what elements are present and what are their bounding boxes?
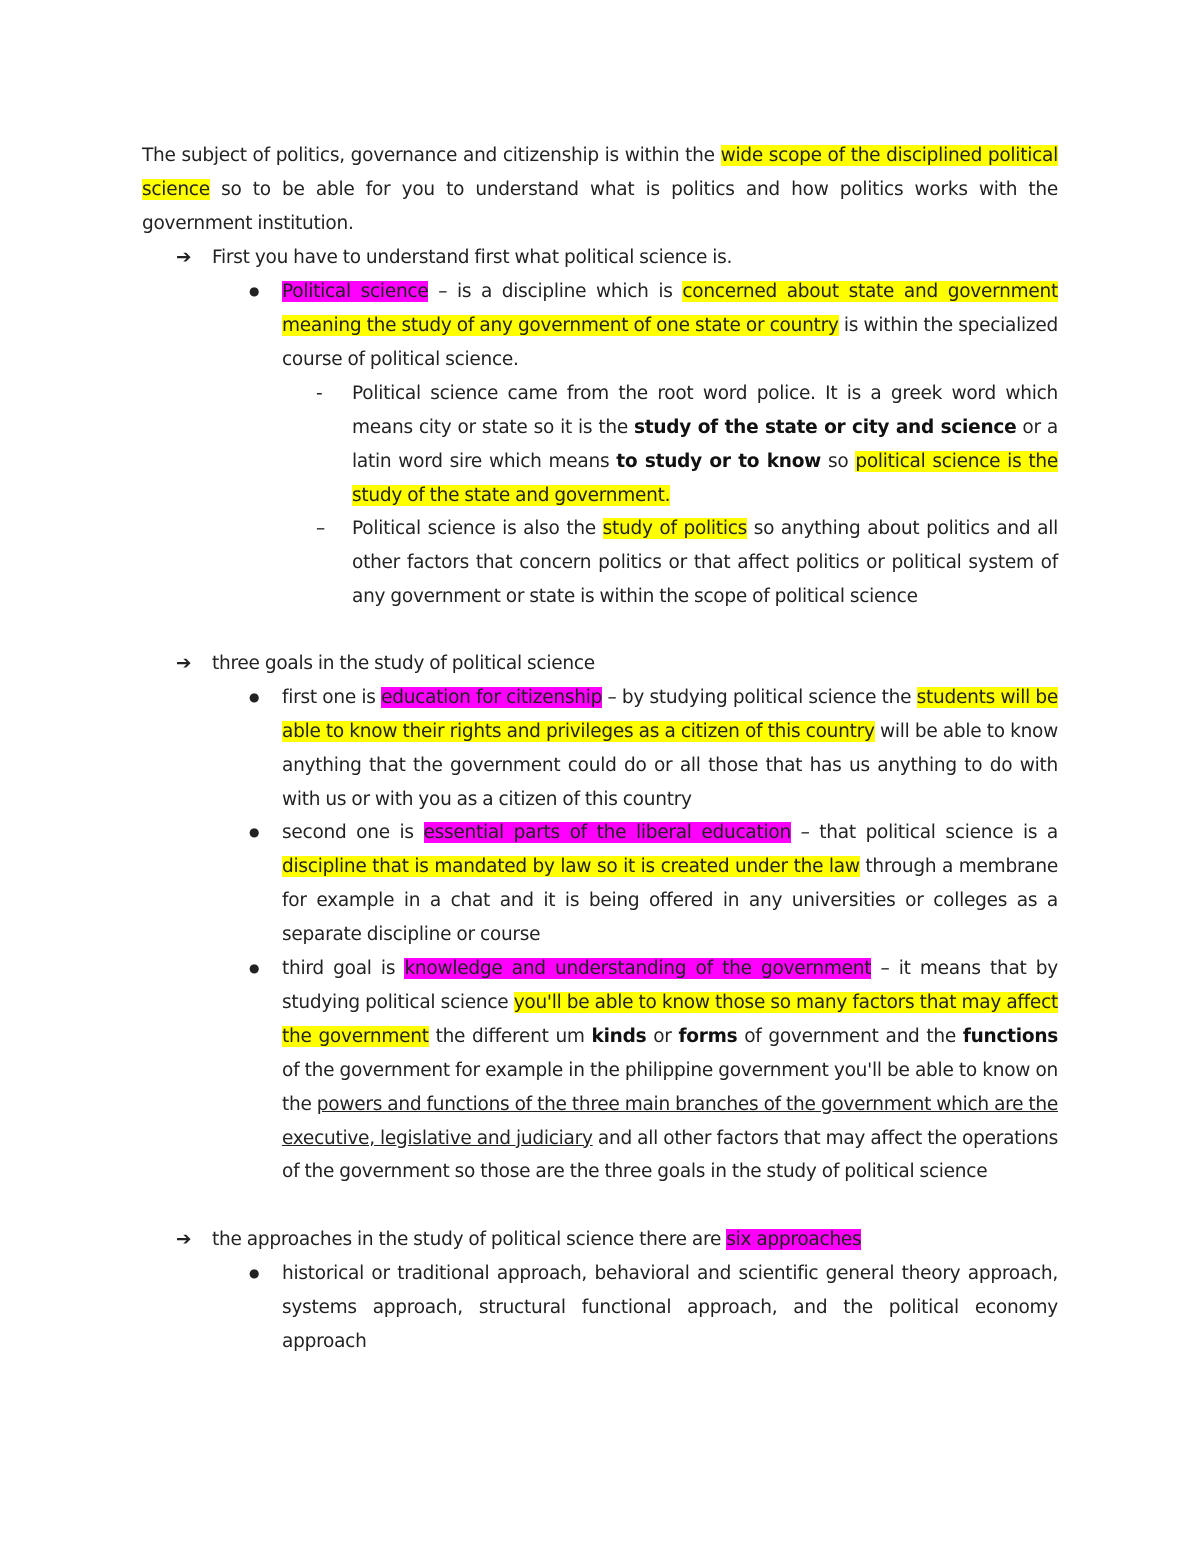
bold-text: forms (678, 1025, 738, 1047)
sub-list-item (352, 512, 1058, 614)
item-text: of government and the (737, 1025, 963, 1047)
highlight-magenta: knowledge and understanding of the government (404, 958, 872, 979)
highlight-magenta: Political science (282, 281, 429, 302)
dash-bullet-icon: – (316, 518, 325, 539)
list-item (282, 952, 1058, 1189)
highlight-magenta: six approaches (726, 1229, 862, 1250)
bullet-icon: ● (249, 1266, 260, 1280)
list-item: historical or traditional approach, behavioral and scientific general theory approach, systems approach, structural functional approach, and the political economy approach (282, 1263, 1058, 1352)
item-text: so anything about politics and all other factors that concern politics or that affect politics or political system of any government or state is within the scope of political science (352, 518, 1058, 607)
highlight-yellow: you'll be able to know those so many factors that may affect the government (282, 991, 1058, 1047)
item-text: or (646, 1025, 679, 1047)
intro-text: so to be able for you to understand what is politics and how politics works with the government institution. (142, 178, 1058, 234)
highlight-yellow: concerned about state and government meaning the study of any government of one state or country (282, 281, 1058, 336)
right-arrow-icon: ➔ (176, 653, 192, 674)
list-item (282, 275, 1058, 377)
bold-text: kinds (591, 1025, 647, 1047)
underlined-text: powers and functions of the three main branches of the government which are the executive, legislative and judiciary (282, 1093, 1059, 1149)
item-text: Political science is also the (352, 518, 603, 539)
highlight-yellow: wide scope of the disciplined political science (142, 145, 1058, 200)
item-text: or a latin word sire which means (352, 416, 1058, 472)
bold-text: study of the state or city and science (634, 416, 1017, 438)
heading-text: the approaches in the study of political science there are (212, 1229, 727, 1250)
item-text: third goal is (282, 958, 405, 979)
item-text: – it means that by studying political science (282, 958, 1058, 1013)
item-text: first one is (282, 687, 382, 708)
item-text: and all other factors that may affect the operations of the government so those are the three goals in the study of political science (282, 1127, 1058, 1183)
item-text: – that political science is a (790, 822, 1059, 843)
section-heading (212, 1223, 1058, 1257)
item-text: second one is (282, 822, 424, 843)
bullet-icon: ● (249, 690, 260, 704)
item-text: – by studying political science the (602, 687, 917, 708)
sub-list-item (352, 377, 1058, 513)
bold-text: to study or to know (616, 450, 822, 472)
highlight-yellow: students will be able to know their rights and privileges as a citizen of this country (282, 687, 1058, 742)
item-text: will be able to know anything that the government could do or all those that has us anything to do with with us or with you as a citizen of this country (282, 720, 1058, 810)
bullet-icon: ● (249, 825, 260, 839)
item-text: is within the specialized course of political science. (282, 314, 1058, 370)
dash-bullet-icon: - (316, 383, 323, 404)
highlight-magenta: essential parts of the liberal education (423, 822, 791, 843)
highlight-yellow: study of politics (602, 518, 748, 539)
item-text: of the government for example in the philippine government you'll be able to know on the (282, 1059, 1058, 1115)
item-text: Political science came from the root word police. It is a greek word which means city or state so it is the (352, 383, 1058, 438)
right-arrow-icon: ➔ (176, 1229, 192, 1250)
right-arrow-icon: ➔ (176, 247, 192, 268)
bold-text: functions (962, 1025, 1059, 1047)
bullet-icon: ● (249, 961, 260, 975)
highlight-yellow: political science is the study of the state and government. (352, 450, 1058, 506)
list-item (282, 816, 1058, 952)
bullet-icon: ● (249, 284, 260, 298)
item-text: the different um (428, 1025, 592, 1047)
highlight-magenta: education for citizenship (381, 687, 603, 708)
item-text: – is a discipline which is (428, 281, 683, 302)
list-item (282, 681, 1058, 817)
item-text: through a membrane for example in a chat and it is being offered in any universities or colleges as a separate discipline or course (282, 855, 1058, 945)
section-heading: First you have to understand first what political science is. (212, 247, 733, 268)
section-heading: three goals in the study of political science (212, 653, 595, 674)
highlight-yellow: discipline that is mandated by law so it is created under the law (282, 855, 860, 877)
intro-text: The subject of politics, governance and citizenship is within the (142, 145, 721, 166)
item-text: so (821, 450, 856, 472)
intro-paragraph (142, 139, 1058, 241)
